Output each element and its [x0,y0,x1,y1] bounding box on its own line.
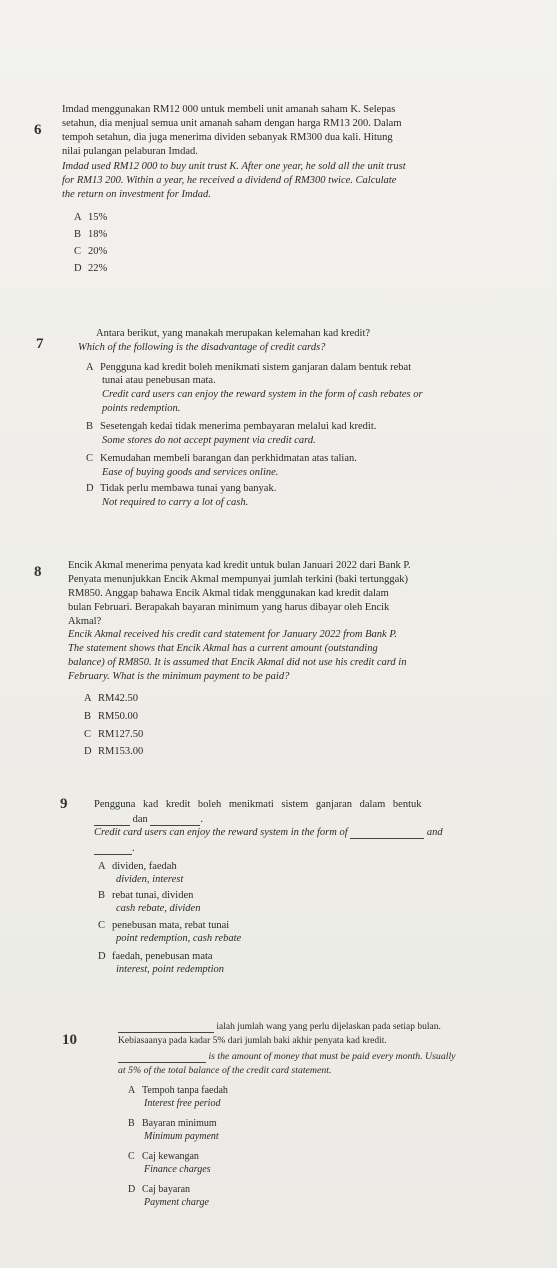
option-text-english: cash rebate, dividen [116,903,201,914]
option-text-english: point redemption, cash rebate [116,933,242,944]
option-text-english: Not required to carry a lot of cash. [102,497,249,508]
option-letter: B [128,1118,135,1129]
blank-2[interactable] [150,825,200,826]
option-letter: C [86,453,94,464]
option-c[interactable] [86,453,357,465]
option-letter: B [74,229,82,240]
blank-1[interactable] [94,825,130,826]
option-b[interactable] [84,711,138,723]
option-a[interactable] [98,861,177,873]
period: . [200,814,204,825]
option-text-malay: Tidak perlu membawa tunai yang banyak. [100,483,277,494]
option-text-malay: dividen, faedah [112,861,177,872]
option-letter: C [98,920,106,931]
question-text-english: Encik Akmal received his credit card statement for January 2022 from Bank P. [68,629,398,640]
option-text-english: Minimum payment [144,1131,219,1142]
option-text-malay: tunai atau penebusan mata. [102,375,216,386]
question-text-malay: setahun, dia menjual semua unit amanah saham dengan harga RM13 200. Dalam [62,118,402,129]
option-letter: A [74,212,82,223]
option-text-english: Credit card users can enjoy the reward system in the form of cash rebates or [102,389,423,400]
question-number: 9 [60,796,68,812]
option-letter: A [86,362,94,373]
question-text-english: at 5% of the total balance of the credit card statement. [118,1065,332,1076]
question-number: 8 [34,564,42,580]
option-letter: D [86,483,94,494]
answer-blank-line[interactable] [94,843,135,855]
question-text-english: February. What is the minimum payment to be paid? [68,671,290,682]
option-text-malay: Bayaran minimum [142,1118,217,1129]
option-text-malay: Sesetengah kedai tidak menerima pembayaran melalui kad kredit. [100,421,377,432]
option-text-english: dividen, interest [116,874,184,885]
option-text-malay: Caj bayaran [142,1184,191,1195]
answer-blank-line[interactable] [94,827,443,839]
option-b[interactable] [74,229,107,241]
blank-1[interactable] [118,1032,214,1033]
question-text-malay: nilai pulangan pelaburan Imdad. [62,146,198,157]
question-text-english: Imdad used RM12 000 to buy unit trust K. After one year, he sold all the unit trust [62,161,406,172]
question-text-malay: Akmal? [68,616,102,627]
option-c[interactable] [74,246,107,258]
option-text: RM50.00 [98,711,138,722]
option-letter: B [84,711,92,722]
option-text-english: Interest free period [144,1098,221,1109]
conjunction-malay: dan [132,814,148,825]
question-text-english: The statement shows that Encik Akmal has a current amount (outstanding [68,643,378,654]
option-text-malay: rebat tunai, dividen [112,890,194,901]
option-text: 20% [88,246,108,257]
question-text-malay: Imdad menggunakan RM12 000 untuk membeli unit amanah saham K. Selepas [62,104,396,115]
option-text: RM127.50 [98,729,144,740]
option-text-english: Some stores do not accept payment via credit card. [102,435,316,446]
question-text-english: is the amount of money that must be paid every month. Usually [208,1051,456,1062]
option-b[interactable] [98,890,193,902]
question-text-malay: Penyata menunjukkan Encik Akmal mempunyai jumlah terkini (baki tertunggak) [68,574,408,585]
question-text-malay: Kebiasaanya pada kadar 5% dari jumlah baki akhir penyata kad kredit. [118,1036,387,1046]
question-text-english: for RM13 200. Within a year, he received a dividend of RM300 twice. Calculate [62,175,397,186]
option-d[interactable] [86,483,276,495]
option-letter: C [84,729,92,740]
option-text-english: interest, point redemption [116,964,224,975]
answer-blank-line[interactable] [118,1051,456,1063]
option-text-malay: Kemudahan membeli barangan dan perkhidmatan atas talian. [100,453,357,464]
option-text: RM153.00 [98,746,144,757]
option-text-english: Payment charge [144,1197,209,1208]
question-text-malay: tempoh setahun, dia juga menerima dividen sebanyak RM300 dua kali. Hitung [62,132,393,143]
option-letter: A [98,861,106,872]
question-text-english: the return on investment for Imdad. [62,189,211,200]
period: . [132,843,135,854]
option-c[interactable] [84,729,143,741]
option-d[interactable] [128,1184,190,1196]
option-d[interactable] [98,951,213,963]
option-letter: D [98,951,106,962]
question-number: 6 [34,122,42,138]
blank-3[interactable] [350,838,424,839]
option-letter: B [98,890,106,901]
option-text-english: Ease of buying goods and services online. [102,467,279,478]
question-text-english: balance) of RM850. It is assumed that Encik Akmal did not use his credit card in [68,657,407,668]
question-text-malay: RM850. Anggap bahawa Encik Akmal tidak menggunakan kad kredit dalam [68,588,389,599]
option-a[interactable] [86,362,411,374]
option-b[interactable] [86,421,376,433]
option-letter: C [128,1151,135,1162]
answer-blank-line[interactable] [94,814,203,826]
option-text: 15% [88,212,108,223]
question-text-malay: ialah jumlah wang yang perlu dijelaskan pada setiap bulan. [216,1022,441,1032]
question-text-malay: Pengguna kad kredit boleh menikmati sistem ganjaran dalam bentuk [94,799,422,810]
option-a[interactable] [128,1085,228,1097]
option-b[interactable] [128,1118,217,1130]
option-a[interactable] [84,693,138,705]
answer-blank-line[interactable] [118,1021,441,1033]
option-letter: A [84,693,92,704]
option-text-malay: Tempoh tanpa faedah [142,1085,228,1096]
question-number: 7 [36,336,44,352]
option-d[interactable] [84,746,143,758]
option-text-english: Finance charges [144,1164,211,1175]
option-letter: D [84,746,92,757]
question-text-malay: Antara berikut, yang manakah merupakan kelemahan kad kredit? [96,328,371,339]
option-letter: D [74,263,82,274]
option-c[interactable] [128,1151,199,1163]
option-d[interactable] [74,263,107,275]
option-text-malay: Pengguna kad kredit boleh menikmati sistem ganjaran dalam bentuk rebat [100,362,412,373]
option-text: RM42.50 [98,693,138,704]
conjunction-english: and [426,827,443,838]
blank-2[interactable] [118,1062,206,1063]
option-text: 18% [88,229,108,240]
option-letter: A [128,1085,136,1096]
question-text-malay: Encik Akmal menerima penyata kad kredit untuk bulan Januari 2022 dari Bank P. [68,560,411,571]
option-text-english: points redemption. [102,403,181,414]
question-text-english: Which of the following is the disadvantage of credit cards? [78,342,326,353]
option-letter: D [128,1184,136,1195]
option-text-malay: penebusan mata, rebat tunai [112,920,230,931]
blank-4[interactable] [94,854,132,855]
question-text-english: Credit card users can enjoy the reward system in the form of [94,827,348,838]
question-text-malay: bulan Februari. Berapakah bayaran minimum yang harus dibayar oleh Encik [68,602,390,613]
option-c[interactable] [98,920,229,932]
option-letter: C [74,246,82,257]
option-text-malay: Caj kewangan [142,1151,199,1162]
option-a[interactable] [74,212,107,224]
option-letter: B [86,421,94,432]
option-text: 22% [88,263,108,274]
question-number: 10 [62,1032,77,1048]
option-text-malay: faedah, penebusan mata [112,951,213,962]
